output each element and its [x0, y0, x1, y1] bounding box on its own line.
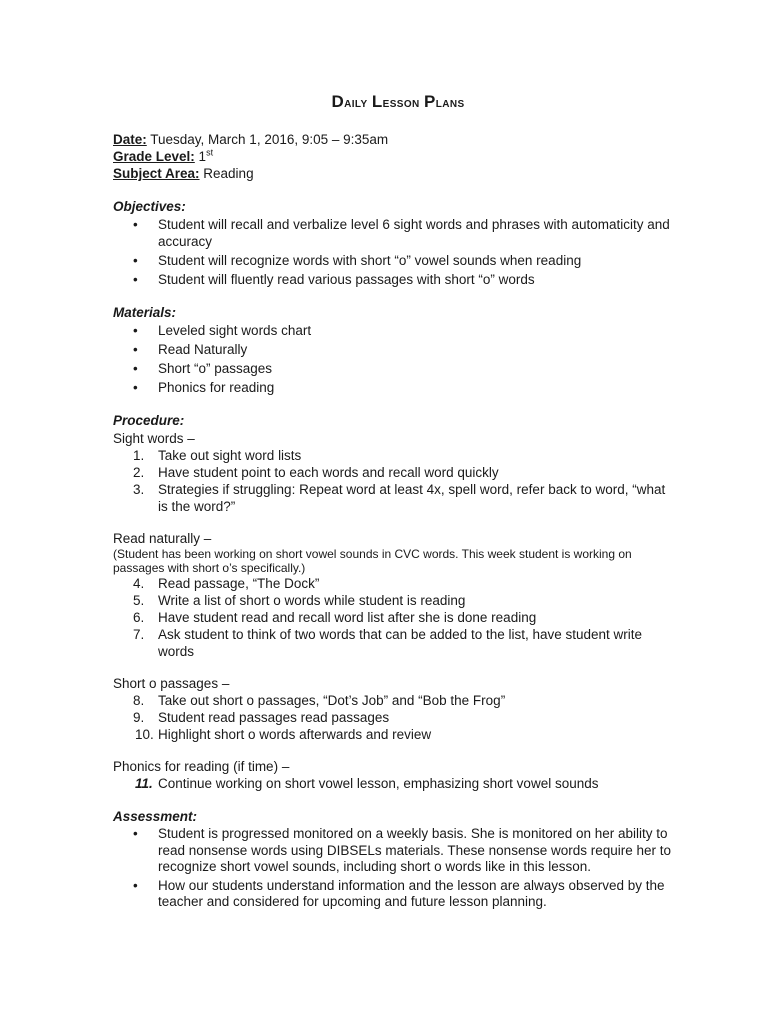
list-item: • Student will recognize words with short “o” vowel sounds when reading	[158, 252, 673, 269]
step-number: 9.	[133, 710, 145, 725]
step-item	[133, 592, 673, 609]
step-text: Ask student to think of two words that can be added to the list, have student write words	[158, 627, 643, 659]
step-number: 6.	[133, 610, 145, 625]
step-item	[133, 609, 673, 626]
step-text: Read passage, “The Dock”	[158, 576, 320, 591]
read-naturally-heading: Read naturally –	[113, 531, 212, 546]
subject-value: Reading	[199, 166, 254, 181]
list-item: • Leveled sight words chart	[158, 322, 673, 339]
objectives-list	[113, 216, 673, 288]
phonics-heading: Phonics for reading (if time) –	[113, 759, 290, 774]
date-value: Tuesday, March 1, 2016, 9:05 – 9:35am	[146, 132, 389, 147]
step-number: 7.	[133, 627, 145, 642]
procedure-heading: Procedure:	[113, 413, 185, 428]
grade-suffix: st	[206, 147, 214, 158]
step-number: 10.	[135, 727, 154, 742]
step-text: Continue working on short vowel lesson, emphasizing short vowel sounds	[158, 776, 599, 791]
step-item	[133, 709, 673, 726]
assessment-heading: Assessment:	[113, 809, 198, 824]
list-item: • Student will fluently read various passages with short “o” words	[158, 271, 673, 288]
title-letter: P	[423, 92, 436, 111]
step-number: 5.	[133, 593, 145, 608]
step-number: 1.	[133, 448, 145, 463]
step-item	[135, 726, 673, 743]
sight-words-steps	[113, 447, 673, 515]
step-item	[133, 464, 673, 481]
step-number: 8.	[133, 693, 145, 708]
step-text: Write a list of short o words while student is reading	[158, 593, 466, 608]
step-number: 11.	[135, 776, 153, 791]
step-number: 4.	[133, 576, 145, 591]
list-item: • Student will recall and verbalize level 6 sight words and phrases with automaticity and accuracy	[158, 216, 673, 250]
date-row	[113, 131, 673, 148]
step-item	[133, 575, 673, 592]
short-o-heading: Short o passages –	[113, 676, 230, 691]
step-number: 3.	[133, 482, 145, 497]
step-number: 2.	[133, 465, 145, 480]
title-text: esson	[382, 94, 424, 110]
subject-label: Subject Area:	[113, 166, 200, 181]
assessment-list	[113, 826, 673, 911]
list-item: • Short “o” passages	[158, 360, 673, 377]
step-text: Take out short o passages, “Dot’s Job” and “Bob the Frog”	[158, 693, 506, 708]
step-text: Have student read and recall word list after she is done reading	[158, 610, 537, 625]
step-text: Have student point to each words and recall word quickly	[158, 465, 499, 480]
list-item: • Phonics for reading	[158, 379, 673, 396]
date-label: Date:	[113, 132, 147, 147]
list-item: • How our students understand information and the lesson are always observed by the teacher and considered for upcoming and future lesson planning.	[158, 878, 673, 911]
sight-words-heading: Sight words –	[113, 431, 195, 446]
list-item: • Read Naturally	[158, 341, 673, 358]
title-letter: L	[371, 92, 383, 111]
title-text: aily	[344, 94, 372, 110]
grade-label: Grade Level:	[113, 149, 195, 164]
step-text: Highlight short o words afterwards and review	[158, 727, 432, 742]
lesson-plan-content	[113, 93, 673, 913]
step-item	[133, 447, 673, 464]
step-item	[133, 692, 673, 709]
subject-row	[113, 165, 673, 182]
title-text: lans	[435, 94, 465, 110]
step-item	[135, 775, 673, 792]
step-text: Take out sight word lists	[158, 448, 302, 463]
document-title	[113, 93, 673, 111]
short-o-steps	[113, 692, 673, 743]
phonics-steps	[113, 775, 673, 792]
read-naturally-steps	[113, 575, 673, 660]
step-text: Student read passages read passages	[158, 710, 390, 725]
materials-list	[113, 322, 673, 396]
step-item	[133, 626, 673, 660]
grade-row	[113, 148, 673, 165]
step-item	[133, 481, 673, 515]
materials-heading: Materials:	[113, 305, 177, 320]
grade-value: 1	[194, 149, 207, 164]
title-letter: D	[331, 92, 345, 111]
read-naturally-note: (Student has been working on short vowel sounds in CVC words. This week student is working on passages with short o’s specifically.)	[113, 547, 632, 575]
objectives-heading: Objectives:	[113, 199, 186, 214]
step-text: Strategies if struggling: Repeat word at least 4x, spell word, refer back to word, “what is the word?”	[158, 482, 666, 514]
list-item: • Student is progressed monitored on a weekly basis. She is monitored on her ability to read nonsense words using DIBSELs materials. These nonsense words require her to recognize short vowel sounds, including short o words like in this lesson.	[158, 826, 673, 876]
